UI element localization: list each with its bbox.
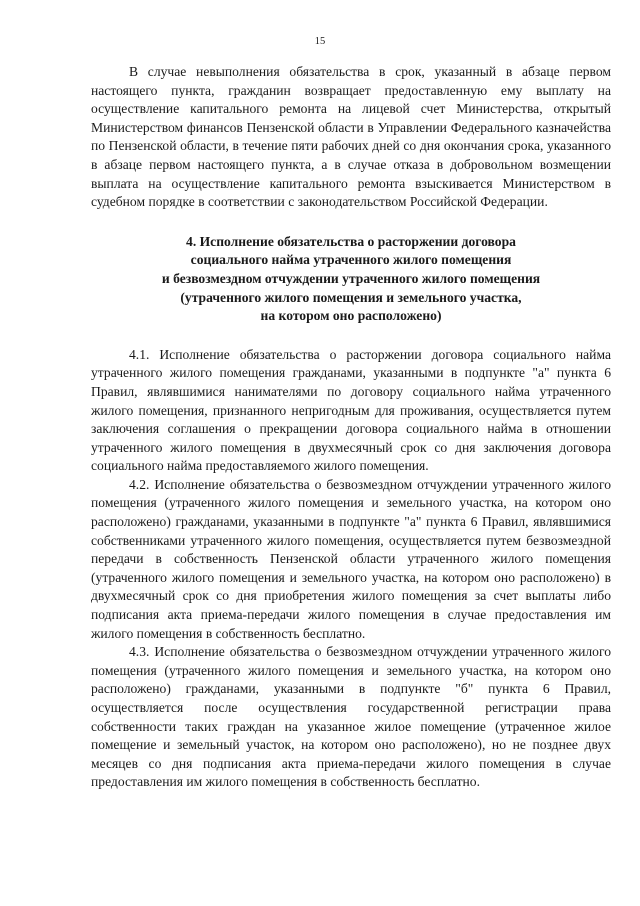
section-heading-line: на котором оно расположено) — [260, 308, 442, 324]
section-heading-line: и безвозмездном отчуждении утраченного жилого помещения — [161, 270, 541, 286]
intro-paragraph: В случае невыполнения обязательства в срок, указанный в абзаце первом настоящего пункта, гражданин возвращает предоставленную ему выплату на осуществление капитального ремонта на лицевой счет Министерства, открытый Министерством финансов Пензенской области в Управлении Федерального казначейства по Пензенской области, в течение пяти рабочих дней со дня окончания срока, указанного в абзаце первом настоящего пункта, а в случае отказа в добровольном возмещении выплата на осуществление капитального ремонта взыскивается Министерством в судебном порядке в соответствии с законодательством Российской Федерации. — [91, 64, 611, 210]
section-heading-line: (утраченного жилого помещения и земельного участка, — [180, 289, 522, 305]
page-number: 15 — [314, 36, 326, 47]
document-body — [91, 63, 611, 792]
section-heading-line: социального найма утраченного жилого помещения — [190, 252, 512, 268]
paragraph-4-1: 4.1. Исполнение обязательства о расторжении договора социального найма утраченного жилого помещения гражданами, указанными в подпункте "а" пункта 6 Правил, являвшимися нанимателями по договору социального найма утраченного жилого помещения, признанного непригодным для проживания, осуществляется путем заключения соглашения о прекращении договора социального найма в отношении утраченного жилого помещения в двухмесячный срок со дня заключения договора социального найма предоставляемого жилого помещения. — [91, 346, 611, 474]
section-heading-line: 4. Исполнение обязательства о расторжении договора — [186, 233, 516, 249]
paragraph-4-2: 4.2. Исполнение обязательства о безвозмездном отчуждении утраченного жилого помещения (утраченного жилого помещения и земельного участка, на котором оно расположено) гражданами, указанными в подпункте "а" пункта 6 Правил, являвшимися собственниками утраченного жилого помещения, осуществляется путем безвозмездной передачи в собственность Пензенской области утраченного жилого помещения (утраченного жилого помещения и земельного участка, на котором оно расположено) в двухмесячный срок со дня приобретения жилого помещения за счет выплаты либо подписания акта приема-передачи жилого помещения в случае предоставления им жилого помещения в собственность бесплатно. — [91, 476, 611, 641]
section-heading — [91, 233, 611, 326]
paragraph-4-3: 4.3. Исполнение обязательства о безвозмездном отчуждении утраченного жилого помещения (утраченного жилого помещения и земельного участка, на котором оно расположено) гражданами, указанными в подпункте "б" пункта 6 Правил, осуществляется после осуществления государственной регистрации права собственности таких граждан на указанное жилое помещение (утраченное жилое помещение и земельный участок, на котором оно расположено), но не позднее двух месяцев со дня подписания акта приема-передачи жилого помещения в случае предоставления им жилого помещения в собственность бесплатно. — [91, 644, 611, 790]
